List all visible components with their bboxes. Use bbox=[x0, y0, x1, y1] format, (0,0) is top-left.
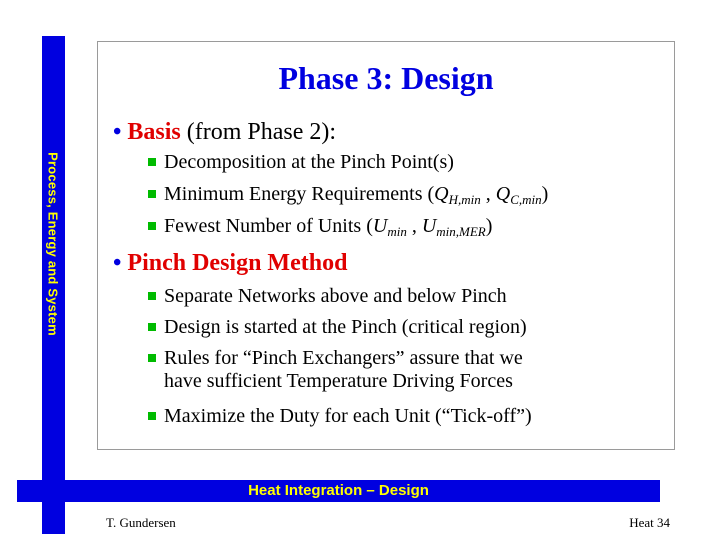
item-started: Design is started at the Pinch (critical region) bbox=[148, 316, 527, 339]
item-decomposition: Decomposition at the Pinch Point(s) bbox=[148, 151, 454, 174]
square-bullet-icon bbox=[148, 158, 156, 166]
square-bullet-icon bbox=[148, 354, 156, 362]
method-label: Pinch Design Method bbox=[127, 250, 348, 276]
square-bullet-icon bbox=[148, 292, 156, 300]
basis-label: Basis bbox=[127, 119, 181, 145]
square-bullet-icon bbox=[148, 323, 156, 331]
item-separate: Separate Networks above and below Pinch bbox=[148, 285, 507, 308]
item-maximize: Maximize the Duty for each Unit (“Tick-off”) bbox=[148, 405, 532, 428]
bullet-dot-icon: • bbox=[113, 119, 122, 145]
item-rules: Rules for “Pinch Exchangers” assure that we have sufficient Temperature Driving Forces bbox=[148, 347, 523, 393]
bottom-bar: Heat Integration – Design bbox=[17, 480, 660, 502]
sidebar-text: Process, Energy and System bbox=[45, 152, 61, 336]
footer-page: Heat 34 bbox=[629, 515, 670, 530]
bullet-basis bbox=[113, 118, 336, 146]
bullet-method bbox=[113, 249, 347, 277]
square-bullet-icon bbox=[148, 190, 156, 198]
square-bullet-icon bbox=[148, 222, 156, 230]
item-units: Fewest Number of Units ($U_{min}$ , $U_{min,MER}$) bbox=[148, 215, 492, 238]
bullet-dot-icon: • bbox=[113, 250, 122, 276]
item-mer: Minimum Energy Requirements ($Q_{H,min}$ , $Q_{C,min}$) bbox=[148, 183, 548, 206]
square-bullet-icon bbox=[148, 412, 156, 420]
slide-title: Phase 3: Design bbox=[278, 60, 494, 96]
basis-rest: (from Phase 2): bbox=[180, 119, 337, 145]
footer-author: T. Gundersen bbox=[106, 515, 176, 530]
